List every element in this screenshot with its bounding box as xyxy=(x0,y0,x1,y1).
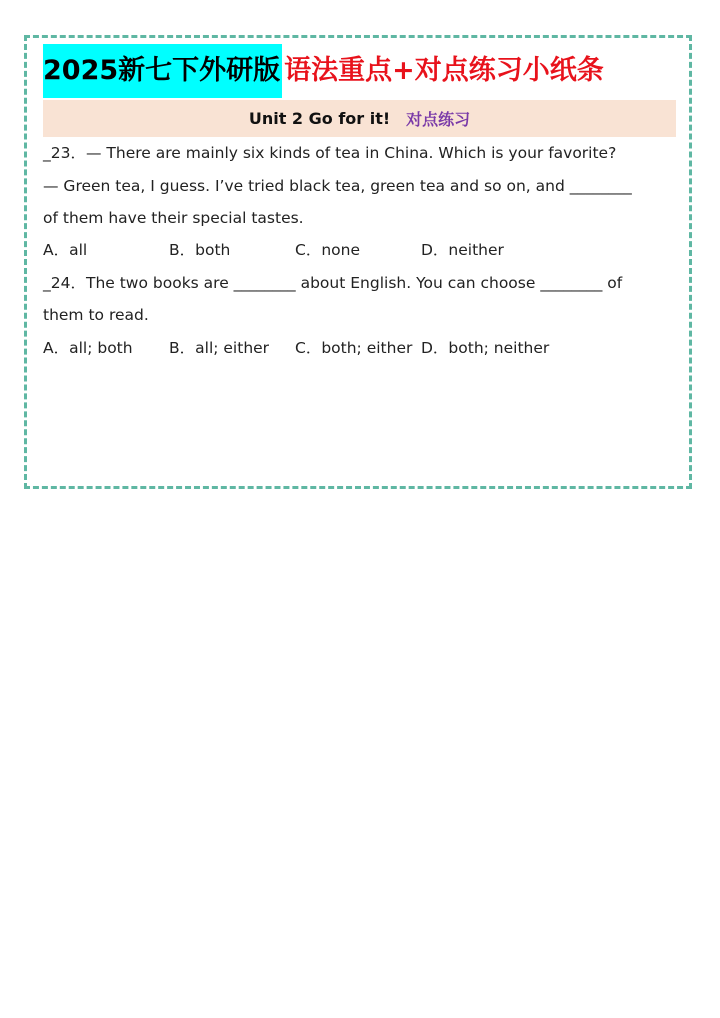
q23-option-a: A．all xyxy=(43,241,88,259)
page-title xyxy=(43,44,604,98)
q23-line2: — Green tea, I guess. I’ve tried black tea, green tea and so on, and ________ xyxy=(43,177,632,195)
title-highlight-text: 2025新七下外研版 xyxy=(43,44,282,98)
unit-tag: 对点练习 xyxy=(406,110,471,129)
q24-option-b: B．all; either xyxy=(169,339,270,357)
q23-line1: _23．— There are mainly six kinds of tea in China. Which is your favorite? xyxy=(43,144,617,162)
q24-option-a: A．all; both xyxy=(43,339,133,357)
unit-header-bar xyxy=(43,100,676,137)
title-red-text: 语法重点+对点练习小纸条 xyxy=(284,55,604,86)
q23-option-c: C．none xyxy=(295,241,360,259)
q24-option-c: C．both; either xyxy=(295,339,413,357)
q24-option-d: D．both; neither xyxy=(421,339,550,357)
q23-option-d: D．neither xyxy=(421,241,504,259)
q23-option-b: B．both xyxy=(169,241,231,259)
q23-line3: of them have their special tastes. xyxy=(43,209,304,227)
unit-name: Unit 2 Go for it! xyxy=(248,109,391,128)
q24-line1: _24．The two books are ________ about English. You can choose ________ of xyxy=(43,274,623,292)
q24-line2: them to read. xyxy=(43,306,149,324)
